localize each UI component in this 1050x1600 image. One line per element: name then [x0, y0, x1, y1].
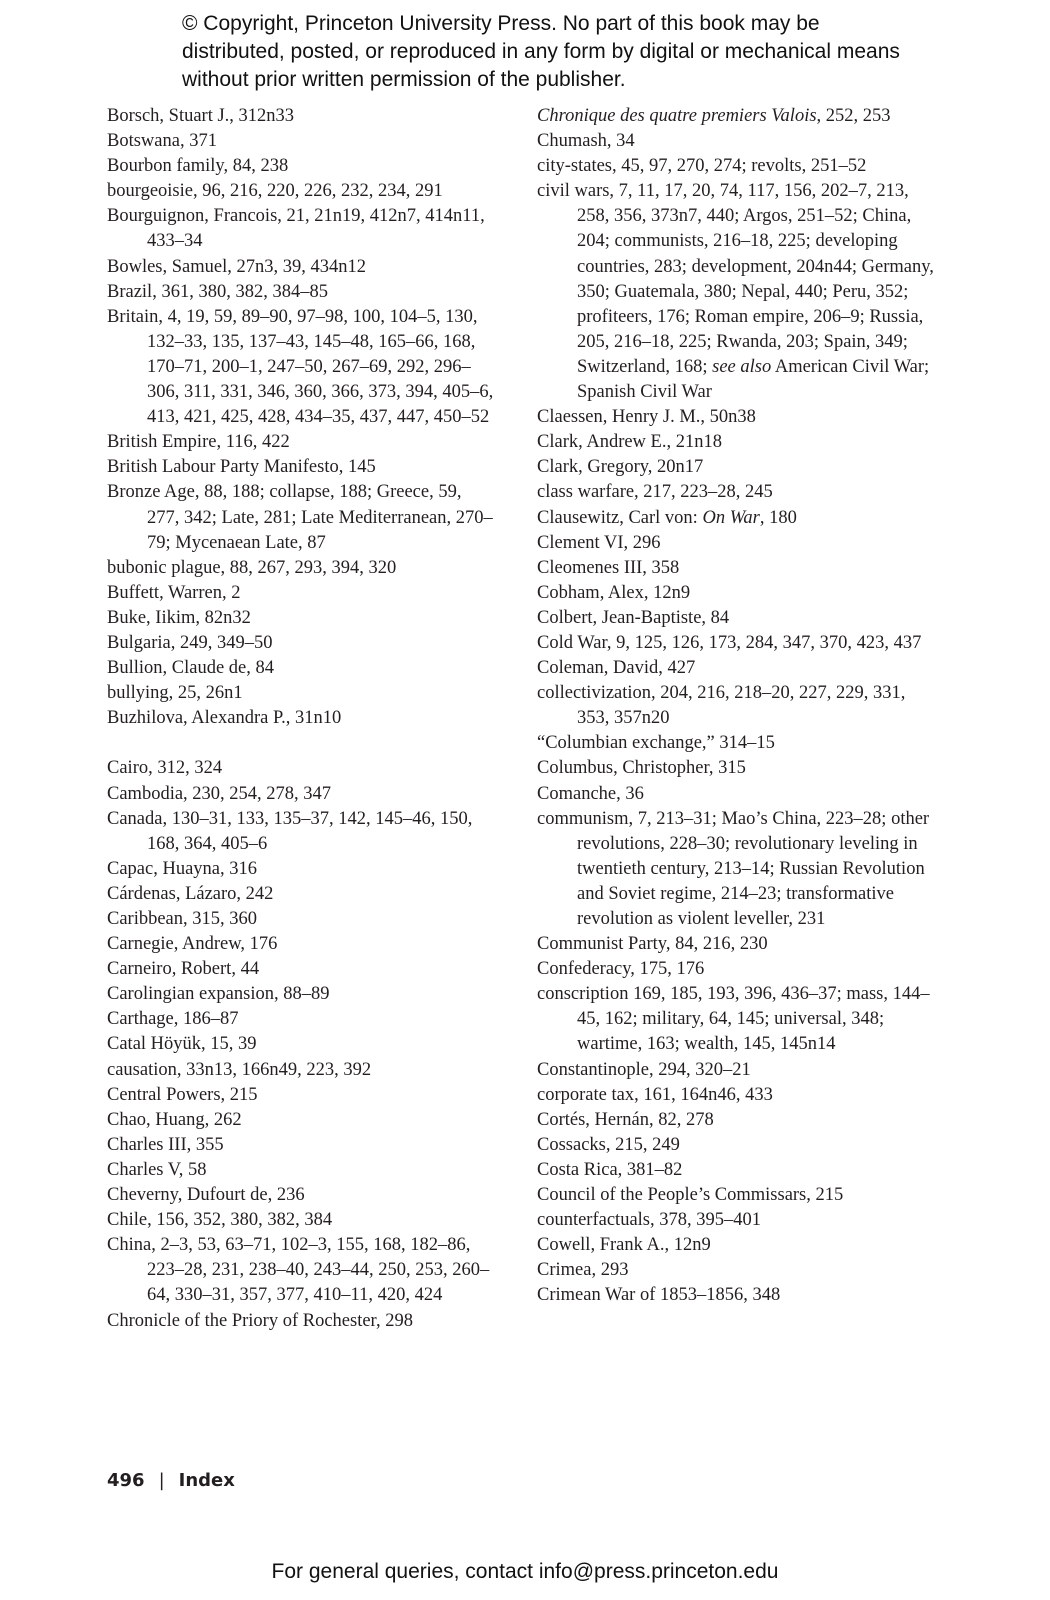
index-entry: Coleman, David, 427	[537, 658, 696, 679]
index-entry: China, 2–3, 53, 63–71, 102–3, 155, 168, 182–86, 223–28, 231, 238–40, 243–44, 250, 253, 260–64, 330–31, 357, 377, 410–11, 420, 424	[107, 1235, 490, 1306]
index-entry: Chronicle of the Priory of Rochester, 298	[107, 1310, 413, 1331]
index-entry: Carthage, 186–87	[107, 1009, 239, 1030]
page-footer	[107, 1470, 235, 1491]
index-entry: Clausewitz, Carl von: On War, 180	[537, 507, 797, 528]
index-entry: Clark, Gregory, 20n17	[537, 457, 704, 478]
index-entry: counterfactuals, 378, 395–401	[537, 1210, 761, 1231]
index-entry: Cheverny, Dufourt de, 236	[107, 1185, 305, 1206]
letter-group-spacer	[107, 731, 497, 756]
index-column-right	[537, 104, 937, 1309]
page-number: 496	[107, 1470, 145, 1491]
index-entry: Bullion, Claude de, 84	[107, 658, 274, 679]
index-entry: communism, 7, 213–31; Mao’s China, 223–28; other revolutions, 228–30; revolutionary leveling in twentieth century, 213–14; Russian Revolution and Soviet regime, 214–23; transformative revolution as violent leveller, 231	[537, 808, 930, 929]
index-entry: Buffett, Warren, 2	[107, 582, 241, 603]
index-entry: Central Powers, 215	[107, 1084, 258, 1105]
index-entry: Britain, 4, 19, 59, 89–90, 97–98, 100, 104–5, 130, 132–33, 135, 137–43, 145–48, 165–66, 168, 170–71, 200–1, 247–50, 267–69, 292, 296–306, 311, 331, 346, 360, 366, 373, 394, 405–6, 413, 421, 425, 428, 434–35, 437, 447, 450–52	[107, 306, 494, 428]
index-entry: Columbus, Christopher, 315	[537, 758, 746, 779]
index-column-left	[107, 104, 497, 1334]
index-entry: Borsch, Stuart J., 312n33	[107, 106, 295, 126]
index-entry: Confederacy, 175, 176	[537, 959, 705, 980]
index-entry: Claessen, Henry J. M., 50n38	[537, 407, 756, 428]
index-entry: Buke, Iikim, 82n32	[107, 607, 251, 628]
index-entry: Brazil, 361, 380, 382, 384–85	[107, 281, 328, 302]
index-entry: Carnegie, Andrew, 176	[107, 934, 278, 955]
index-entry: Charles V, 58	[107, 1159, 207, 1180]
index-entry: Caribbean, 315, 360	[107, 909, 258, 929]
index-entry: Cobham, Alex, 12n9	[537, 582, 691, 603]
index-entry: bullying, 25, 26n1	[107, 683, 243, 704]
index-entry: Carolingian expansion, 88–89	[107, 984, 330, 1005]
index-entry: Buzhilova, Alexandra P., 31n10	[107, 708, 342, 729]
index-entry: city-states, 45, 97, 270, 274; revolts, 251–52	[537, 156, 867, 177]
index-entry: Bulgaria, 249, 349–50	[107, 632, 273, 653]
index-entry: Communist Party, 84, 216, 230	[537, 934, 768, 955]
index-entry: Council of the People’s Commissars, 215	[537, 1185, 844, 1206]
index-entry: collectivization, 204, 216, 218–20, 227, 229, 331, 353, 357n20	[537, 683, 906, 729]
index-entry: Catal Höyük, 15, 39	[107, 1034, 257, 1055]
index-entry: bourgeoisie, 96, 216, 220, 226, 232, 234, 291	[107, 181, 443, 202]
index-entry: Carneiro, Robert, 44	[107, 959, 260, 980]
index-entry: Chronique des quatre premiers Valois, 252, 253	[537, 106, 891, 126]
footer-separator: |	[158, 1470, 165, 1491]
index-entry: Cowell, Frank A., 12n9	[537, 1235, 711, 1256]
index-entry: Costa Rica, 381–82	[537, 1159, 683, 1180]
index-entry: Bourguignon, Francois, 21, 21n19, 412n7, 414n11, 433–34	[107, 206, 485, 252]
index-entry: Cossacks, 215, 249	[537, 1134, 680, 1155]
index-entry: Cairo, 312, 324	[107, 758, 223, 779]
index-entry: bubonic plague, 88, 267, 293, 394, 320	[107, 557, 397, 578]
index-entry: Chao, Huang, 262	[107, 1109, 242, 1130]
index-entry: Cleomenes III, 358	[537, 557, 680, 578]
index-entry: Clement VI, 296	[537, 532, 661, 553]
index-entry: civil wars, 7, 11, 17, 20, 74, 117, 156, 202–7, 213, 258, 356, 373n7, 440; Argos, 251–52; China, 204; communists, 216–18, 225; developing countries, 283; development, 204n44; Germany, 350; Guatemala, 380; Nepal, 440; Peru, 352; profiteers, 176; Roman empire, 206–9; Russia, 205, 216–18, 225; Rwanda, 203; Spain, 349; Switzerland, 168; see also American Civil War; Spanish Civil War	[537, 181, 934, 403]
index-entry: corporate tax, 161, 164n46, 433	[537, 1084, 773, 1105]
index-entry: Chumash, 34	[537, 131, 635, 152]
index-entry: Capac, Huayna, 316	[107, 858, 258, 879]
index-entry: Crimean War of 1853–1856, 348	[537, 1285, 781, 1306]
index-entry: Cold War, 9, 125, 126, 173, 284, 347, 370, 423, 437	[537, 632, 922, 653]
index-entry: Canada, 130–31, 133, 135–37, 142, 145–46, 150, 168, 364, 405–6	[107, 808, 473, 854]
index-entry: Chile, 156, 352, 380, 382, 384	[107, 1210, 333, 1231]
index-entry: Bronze Age, 88, 188; collapse, 188; Greece, 59, 277, 342; Late, 281; Late Mediterranean, 270–79; Mycenaean Late, 87	[107, 482, 493, 553]
index-entry: class warfare, 217, 223–28, 245	[537, 482, 773, 503]
index-entry: Crimea, 293	[537, 1260, 629, 1281]
index-entry: “Columbian exchange,” 314–15	[537, 733, 775, 754]
index-entry: Constantinople, 294, 320–21	[537, 1059, 751, 1080]
section-title: Index	[178, 1470, 235, 1491]
index-entry: Cortés, Hernán, 82, 278	[537, 1109, 714, 1130]
index-entry: Cárdenas, Lázaro, 242	[107, 883, 274, 904]
index-entry: Colbert, Jean-Baptiste, 84	[537, 607, 730, 628]
index-entry: Cambodia, 230, 254, 278, 347	[107, 783, 332, 804]
index-entry: Comanche, 36	[537, 783, 644, 804]
index-entry: Charles III, 355	[107, 1134, 224, 1155]
copyright-notice: © Copyright, Princeton University Press. No part of this book may be distributed, posted, or reproduced in any form by digital or mechanical means without prior written permission of the publisher.	[182, 12, 900, 91]
index-entry: Bowles, Samuel, 27n3, 39, 434n12	[107, 256, 366, 277]
index-entry: British Empire, 116, 422	[107, 432, 290, 453]
index-entry: Clark, Andrew E., 21n18	[537, 432, 722, 453]
index-entry: conscription 169, 185, 193, 396, 436–37; mass, 144–45, 162; military, 64, 145; universal, 348; wartime, 163; wealth, 145, 145n14	[537, 984, 930, 1055]
contact-line: For general queries, contact info@press.princeton.edu	[271, 1560, 779, 1583]
index-entry: Bourbon family, 84, 238	[107, 156, 289, 177]
index-entry: causation, 33n13, 166n49, 223, 392	[107, 1059, 372, 1080]
index-entry: Botswana, 371	[107, 131, 217, 152]
index-entry: British Labour Party Manifesto, 145	[107, 457, 376, 478]
